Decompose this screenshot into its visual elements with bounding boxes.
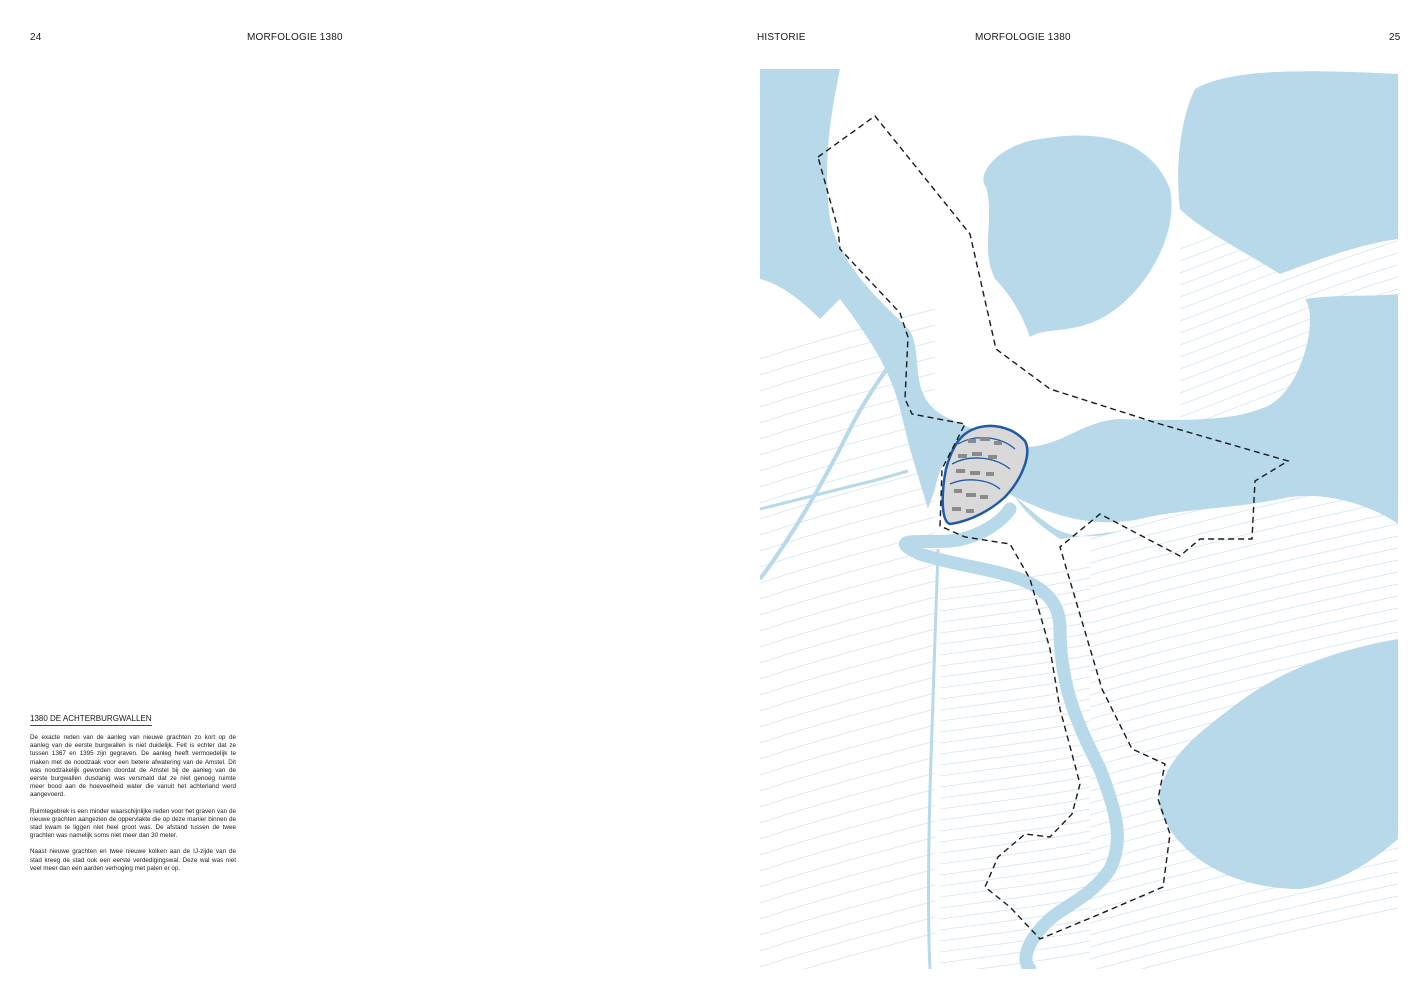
article-paragraph-1: De exacte reden van de aanleg van nieuwe grachten zo kort op de aanleg van de eerste burgwallen is niet duidelijk. Feit is echter dat ze tussen 1367 en 1395 zijn gegraven. De aanleg heeft vermoedelijk te maken met de noodzaak voor een betere afwatering van de Amstel. Dit was noodzakelijk geworden doordat de Amstel bij de aanleg van de eerste burgwallen dusdanig was versmald dat ze niet genoeg ruimte meer bood aan de hoeveelheid water die vanuit het achterland werd aangevoerd. [30,734,236,799]
article-heading: 1380 DE ACHTERBURGWALLEN [30,714,152,726]
article-paragraph-3: Naast nieuwe grachten en twee nieuwe kolken aan de IJ-zijde van de stad kreeg de stad ook een eerste verdedigingswal. Deze wal was niet veel meer dan een aarden verhoging met palen er op. [30,848,236,872]
running-title-left: MORFOLOGIE 1380 [247,32,343,43]
page-number-right: 25 [1389,32,1401,43]
section-label-right: HISTORIE [757,32,806,43]
article-block [30,714,236,881]
historic-map [760,69,1398,969]
running-title-right: MORFOLOGIE 1380 [975,32,1071,43]
article-paragraph-2: Ruimtegebrek is een minder waarschijnlijke reden voor het graven van de nieuwe grachten aangezien de oppervlakte die op deze manier binnen de stad kwam te liggen niet heel groot was. De afstand tussen de twee grachten was namelijk soms niet meer dan 30 meter. [30,807,236,840]
page-number-left: 24 [30,32,42,43]
